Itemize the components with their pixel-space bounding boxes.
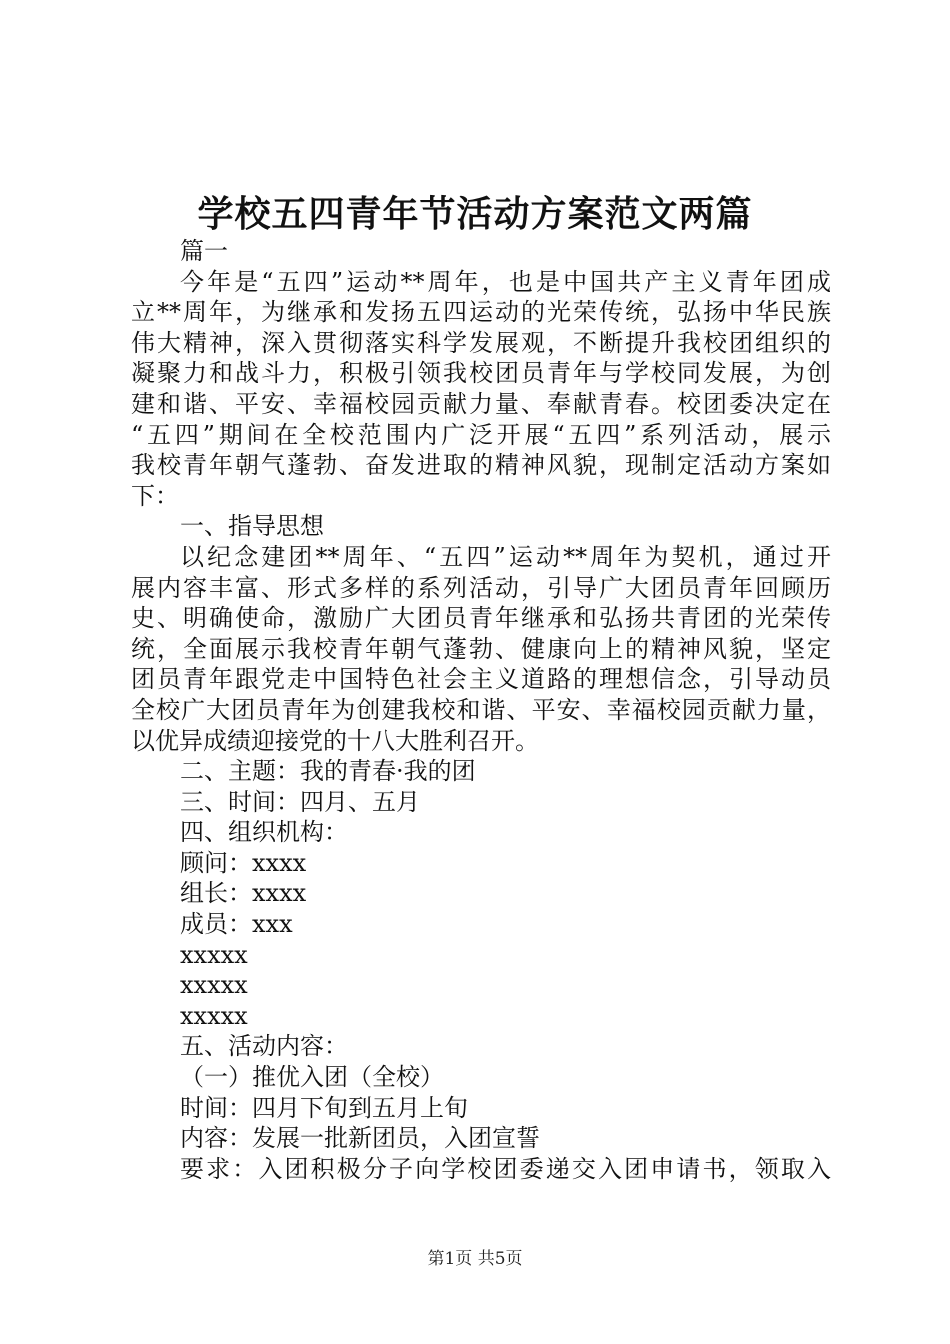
list-item: 内容：发展一批新团员，入团宣誓 xyxy=(180,1124,540,1153)
section-heading: 一、指导思想 xyxy=(180,512,324,541)
document-body xyxy=(131,236,831,1184)
section-heading: 二、主题：我的青春·我的团 xyxy=(180,757,476,786)
paragraph-line: 立**周年，为继承和发扬五四运动的光荣传统，弘扬中华民族 xyxy=(131,298,831,327)
paragraph-line: 全校广大团员青年为创建我校和谐、平安、幸福校园贡献力量， xyxy=(131,695,831,724)
paragraph-line: 要求：入团积极分子向学校团委递交入团申请书，领取入 xyxy=(180,1154,831,1183)
paragraph-line: 我校青年朝气蓬勃、奋发进取的精神风貌，现制定活动方案如 xyxy=(131,451,831,480)
document-title: 学校五四青年节活动方案范文两篇 xyxy=(197,193,753,235)
paragraph-line: 今年是“五四”运动**周年，也是中国共产主义青年团成 xyxy=(180,267,831,296)
page-footer: 第1页 共5页 xyxy=(427,1249,523,1269)
list-item: xxxxx xyxy=(180,940,248,969)
section-heading: 篇一 xyxy=(180,237,228,265)
paragraph-line: 展内容丰富、形式多样的系列活动，引导广大团员青年回顾历 xyxy=(131,573,831,602)
list-item: xxxxx xyxy=(180,1001,248,1030)
section-heading: 三、时间：四月、五月 xyxy=(180,787,420,816)
paragraph-line: 建和谐、平安、幸福校园贡献力量、奉献青春。校团委决定在 xyxy=(131,389,831,418)
paragraph-line: 伟大精神，深入贯彻落实科学发展观，不断提升我校团组织的 xyxy=(131,328,831,357)
paragraph-line: 下： xyxy=(131,481,179,510)
subsection-heading: （一）推优入团（全校） xyxy=(180,1063,444,1092)
list-item: xxxxx xyxy=(180,971,248,1000)
list-item: 顾问：xxxx xyxy=(180,848,307,877)
paragraph-line: 以纪念建团**周年、“五四”运动**周年为契机，通过开 xyxy=(180,542,831,571)
section-heading: 四、组织机构： xyxy=(180,818,348,847)
list-item: 时间：四月下旬到五月上旬 xyxy=(180,1093,468,1122)
list-item: 成员：xxx xyxy=(180,910,293,939)
section-heading: 五、活动内容： xyxy=(180,1032,348,1061)
list-item: 组长：xxxx xyxy=(180,879,307,908)
paragraph-line: 统，全面展示我校青年朝气蓬勃、健康向上的精神风貌，坚定 xyxy=(131,634,831,663)
paragraph-line: “五四”期间在全校范围内广泛开展“五四”系列活动，展示 xyxy=(131,420,831,449)
paragraph-line: 以优异成绩迎接党的十八大胜利召开。 xyxy=(131,726,539,755)
paragraph-line: 凝聚力和战斗力，积极引领我校团员青年与学校同发展，为创 xyxy=(131,359,831,388)
paragraph-line: 团员青年跟党走中国特色社会主义道路的理想信念，引导动员 xyxy=(131,665,831,694)
paragraph-line: 史、明确使命，激励广大团员青年继承和弘扬共青团的光荣传 xyxy=(131,604,831,633)
